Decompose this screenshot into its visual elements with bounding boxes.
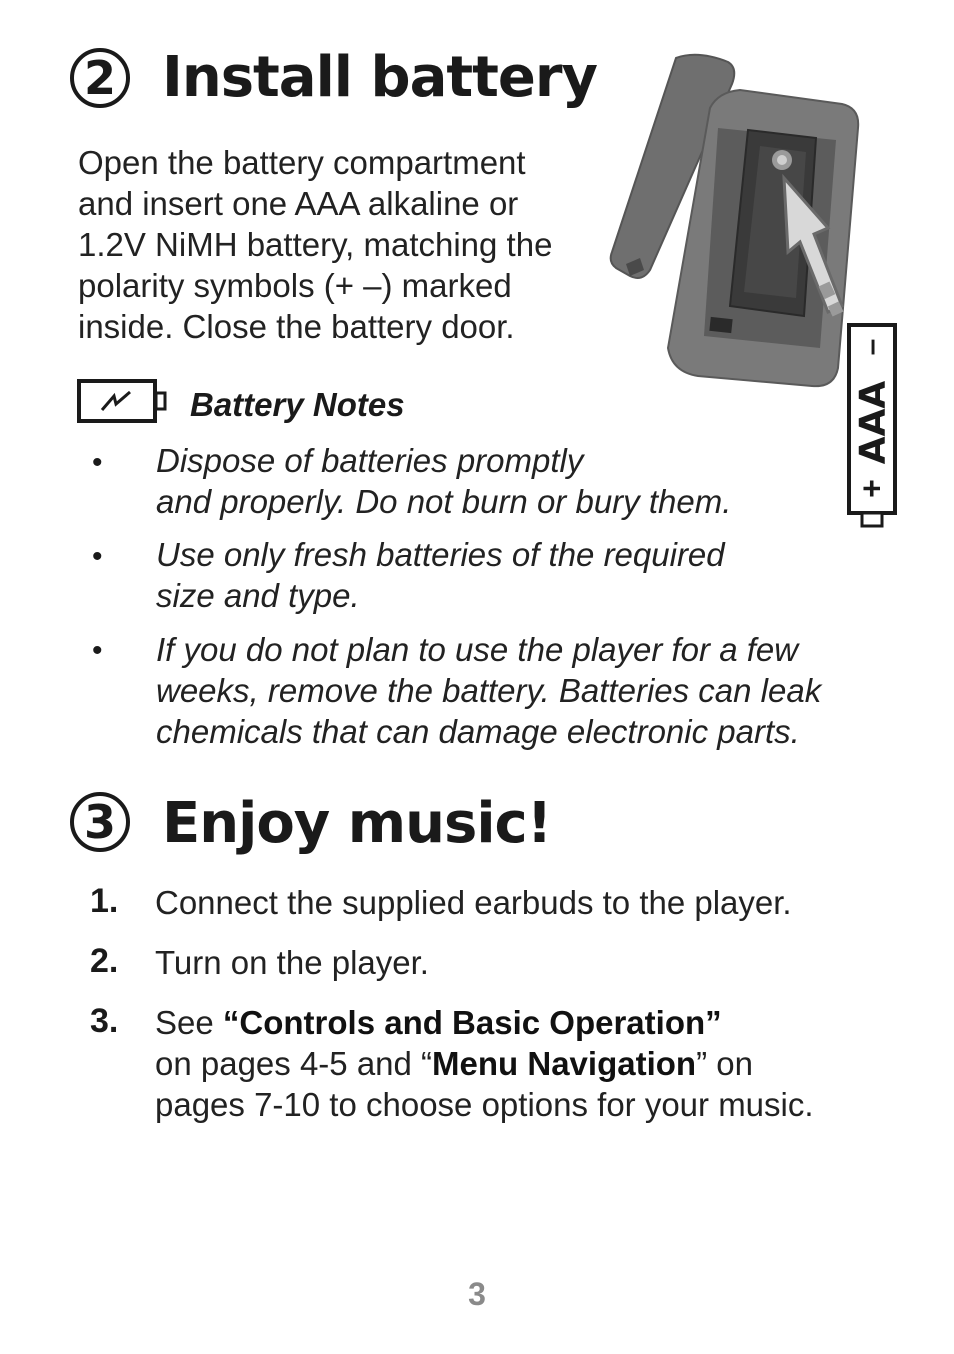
battery-plus-symbol: + (853, 479, 890, 498)
step-item (155, 1002, 814, 1125)
bullet-marker: • (92, 446, 103, 479)
bullet-marker: • (92, 540, 103, 573)
intro-line: polarity symbols (+ –) marked (78, 267, 512, 304)
battery-type-label: AAA (852, 380, 894, 465)
step-text-prefix: See (155, 1004, 223, 1041)
battery-compartment-illustration (606, 48, 866, 394)
battery-notes-title: Battery Notes (190, 386, 405, 423)
step-line: Turn on the player. (155, 944, 429, 981)
step-line (155, 1043, 814, 1084)
step-number-3 (70, 792, 130, 852)
intro-line: inside. Close the battery door. (78, 308, 515, 345)
note-line: weeks, remove the battery. Batteries can leak (156, 672, 822, 709)
step-text-mid: ” on (696, 1045, 753, 1082)
step-number-text: 2 (83, 51, 116, 105)
step-number-2 (70, 48, 130, 108)
controls-reference: “Controls and Basic Operation” (222, 1004, 722, 1041)
step-line: pages 7-10 to choose options for your music. (155, 1086, 814, 1123)
menu-navigation-reference: Menu Navigation (432, 1045, 697, 1082)
step-index: 1. (90, 882, 119, 920)
install-battery-heading: Install battery (162, 45, 597, 110)
step-index: 3. (90, 1002, 119, 1040)
note-item (156, 440, 731, 522)
step-line: Connect the supplied earbuds to the player. (155, 884, 792, 921)
step-item (155, 882, 792, 923)
page-number: 3 (468, 1276, 486, 1312)
enjoy-music-heading: Enjoy music! (162, 791, 552, 856)
step-index: 2. (90, 942, 119, 980)
intro-line: 1.2V NiMH battery, matching the (78, 226, 553, 263)
note-item (156, 534, 725, 616)
note-line: and properly. Do not burn or bury them. (156, 483, 732, 520)
note-line: size and type. (156, 577, 360, 614)
step-line (155, 1002, 814, 1043)
note-line: If you do not plan to use the player for a few (156, 631, 799, 668)
step-text-mid: on pages 4-5 and “ (155, 1045, 433, 1082)
install-instructions (78, 142, 618, 347)
note-item (156, 629, 821, 752)
intro-line: and insert one AAA alkaline or (78, 185, 519, 222)
note-line: Use only fresh batteries of the required (156, 536, 725, 573)
note-line: chemicals that can damage electronic parts. (156, 713, 800, 750)
intro-line: Open the battery compartment (78, 144, 526, 181)
step-item (155, 942, 429, 983)
note-line: Dispose of batteries promptly (156, 442, 584, 479)
bullet-marker: • (92, 634, 103, 667)
battery-notes-icon (76, 378, 168, 424)
step-number-text: 3 (83, 795, 116, 849)
battery-minus-symbol: – (855, 338, 888, 356)
